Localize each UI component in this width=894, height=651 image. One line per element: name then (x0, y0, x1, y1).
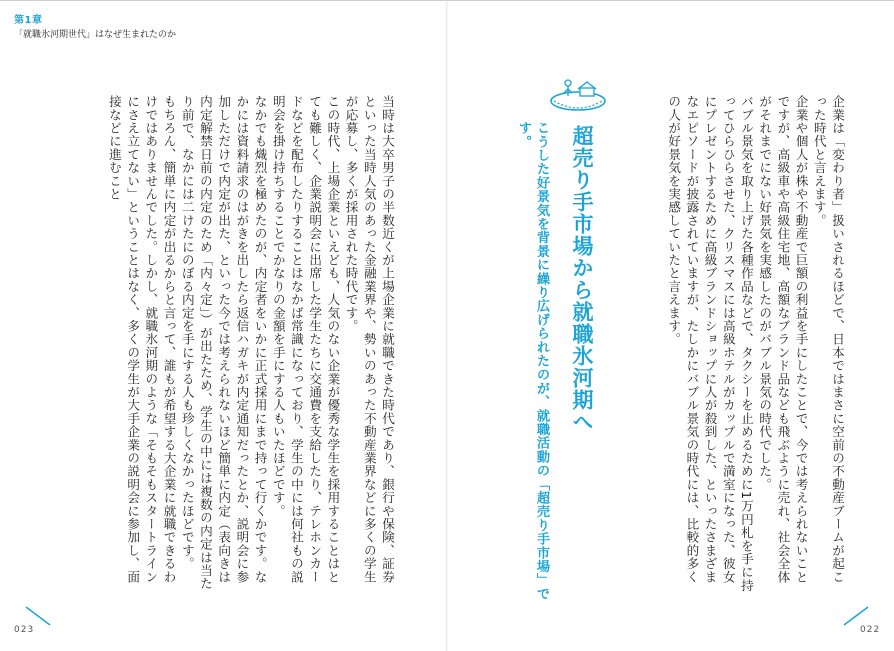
person-on-island-icon (548, 71, 608, 115)
section-heading (500, 71, 620, 601)
running-head: 「就職氷河期世代」はなぜ生まれたのか (14, 30, 177, 40)
heading-title: 超売り手市場から就職氷河期へ (570, 125, 594, 433)
page-number-left: 023 (14, 625, 35, 635)
right-paragraph-3: バブル景気を取り上げた各種作品などで、タクシーを止めるために1万円札を手に持ってひらひらさせた、クリスマスには高級ホテルがカップルで満室になった、彼女にプレゼントするために高級ブランドショップに人が殺到した、といったさまざまなエピソードが披露されていますが、たしかにバブル景気の時代には、比較的多くの人が好景気を実感していたと言えます。 (666, 95, 754, 593)
right-paragraph-2: 企業や個人が株や不動産で巨額の利益を手にしたことで、今では考えられないことですが、高級車や高級住宅地、高額なブランド品なども飛ぶように売れ、社会全体がそれまでにない好景気を実感したのがバブル景気の時代でした。 (757, 95, 809, 584)
right-paragraph-1: 企業は「変わり者」扱いされるほどで、日本ではまさに空前の不動産ブームが起こった時代と言えます。 (811, 95, 845, 584)
left-paragraph-3: なかでも熾烈を極めたのが、内定者をいかに正式採用にまで持って行くかです。なかには資料請求のはがきを出したら返信ハガキが内定通知だったとか、説明会に参加しただけで内定が出た、といった今では考えられないほど簡単に内定（表向きは内定解禁日前の内定のため「内々定」）が出たため、学生の中には複数の内定は当たり前で、なかには二けたにのぼる内定を手にする人も珍しくなかったほどです。 (179, 95, 268, 591)
corner-ornament-right (840, 605, 870, 627)
corner-ornament-left (24, 605, 54, 627)
page-gutter (446, 1, 448, 651)
right-page-body (626, 95, 846, 595)
left-paragraph-1: 当時は大卒男子の半数近くが上場企業に就職できた時代であり、銀行や保険、証券といった当時人気のあった金融業界や、勢いのあった不動産業界などに多くの学生が応募し、多くが採用された時代です。 (343, 95, 395, 584)
left-paragraph-4: もちろん、簡単に内定が出るからと言って、誰もが希望する大企業に就職できるわけではありませんでした。しかし、就職氷河期のような「そもそもスタートラインにさえ立てない」ということはなく、多くの学生が大手企業の説明会に参加し、面接などに進むこと (106, 95, 177, 584)
heading-subtitle: こうした好景気を背景に繰り広げられたのが、就職活動の「超売り手市場」です。 (516, 121, 549, 601)
left-paragraph-2: この時代、上場企業といえども、人気のない企業が優秀な学生を採用することはとても難しく、企業説明会に出席した学生たちに交通費を支給したり、テレホンカードなどを配布したりすることはなかば常識になっており、学生の中には何社もの説明会を掛け持ちすることでかなりの金額を手にする人もいたほどです。 (270, 95, 341, 584)
chapter-label: 第1章 (14, 15, 43, 26)
left-page-body (96, 95, 396, 595)
page-number-right: 022 (860, 625, 881, 635)
